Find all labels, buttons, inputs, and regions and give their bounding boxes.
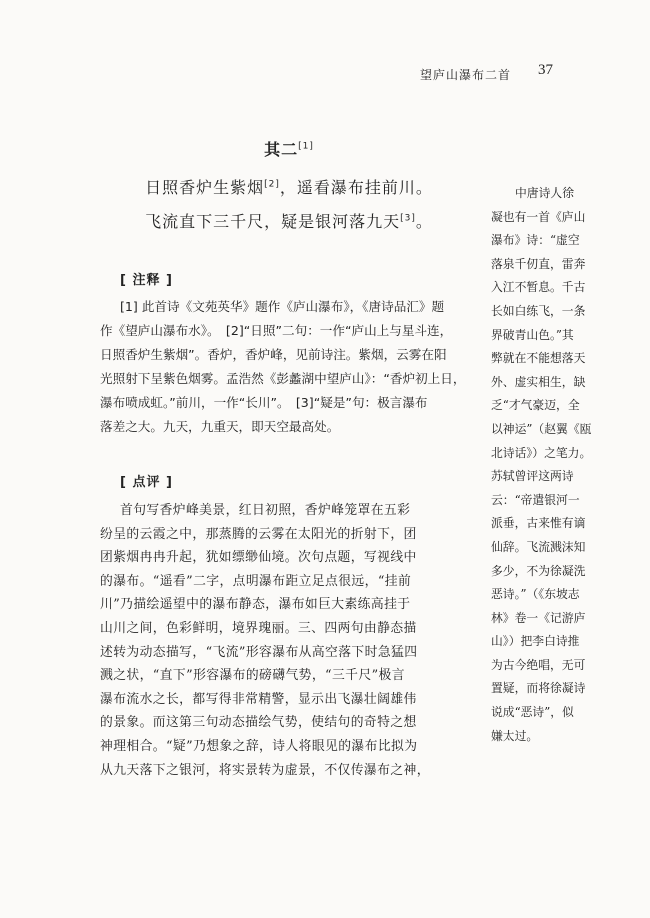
sidebar-line: 以神运”（赵翼《瓯 [491, 421, 592, 436]
sidebar-line: 说成“恶诗”，似 [491, 705, 574, 720]
sidebar-line: 外、虚实相生，缺 [491, 374, 586, 389]
main-column [100, 135, 478, 782]
commentary-line: 川”乃描绘遥望中的瀑布静态，瀑布如巨大素练高挂于 [100, 597, 411, 613]
footnote-ref-3: [3] [400, 213, 416, 224]
sidebar-line: 派垂，古来惟有谪 [491, 516, 586, 531]
footnote-ref-2: [2] [264, 179, 280, 190]
sidebar-line: 长如白练飞，一条 [491, 303, 586, 318]
sidebar-line: 落泉千仞直，雷奔 [491, 256, 586, 271]
poem-line-text: 日照香炉生紫烟 [145, 178, 265, 197]
commentary-line: 溅之状，“直下”形容瀑布的磅礴气势，“三千尺”极言 [100, 668, 405, 684]
commentary-heading: [ 点评 ] [120, 475, 173, 490]
notes-heading: [ 注释 ] [120, 273, 173, 288]
sidebar-line: 山》）把李白诗推 [491, 634, 580, 649]
commentary-line: 山川之间，色彩鲜明，境界瑰丽。三、四两句由静态描 [100, 620, 417, 636]
poem-line-tail: 。 [415, 212, 433, 231]
sidebar-line: 林》卷一《记游庐 [491, 610, 586, 625]
commentary-line: 神理相合。“疑”乃想象之辞，诗人将眼见的瀑布比拟为 [100, 738, 418, 754]
sidebar-line: 仙辞。飞流溅沫知 [491, 539, 586, 554]
sidebar-line: 凝也有一首《庐山 [491, 209, 586, 224]
sidebar-line: 入江不暂息。千古 [491, 280, 586, 295]
sidebar-commentary [491, 182, 631, 748]
note-line: 落差之大。九天，九重天，即天空最高处。 [100, 419, 340, 434]
page-number: 37 [538, 62, 553, 78]
sidebar-line: 为古今绝唱，无可 [491, 657, 586, 672]
footnote-ref-1: [1] [298, 141, 314, 152]
sidebar-line: 瀑布》诗：“虚空 [491, 233, 580, 248]
poem-line-text: 飞流直下三千尺，疑是银河落九天 [145, 212, 401, 231]
notes-section [100, 295, 478, 439]
poem-line [100, 205, 478, 239]
note-line: 瀑布喷成虹。”前川，一作“长川”。 [3]“疑是”句：极言瀑布 [100, 395, 428, 410]
sidebar-line: 界破青山色。”其 [491, 327, 574, 342]
commentary-line: 团紫烟冉冉升起，犹如缥缈仙境。次句点题，写视线中 [100, 550, 417, 566]
commentary-line: 述转为动态描写，“飞流”形容瀑布从高空落下时急猛四 [100, 644, 418, 660]
poem-title-text: 其二 [264, 140, 299, 159]
commentary-line: 首句写香炉峰美景，红日初照，香炉峰笼罩在五彩 [120, 503, 411, 518]
sidebar-line: 乏“才气豪迈，全 [491, 398, 580, 413]
running-title: 望庐山瀑布二首 [420, 68, 512, 82]
commentary-line: 纷呈的云霞之中，那蒸腾的云雾在太阳光的折射下，团 [100, 526, 417, 542]
sidebar-line: 多少，不为徐凝洗 [491, 563, 586, 578]
poem-title [100, 135, 478, 165]
poem-body [100, 171, 478, 239]
note-line: 光照射下呈紫色烟雾。孟浩然《彭蠡湖中望庐山》：“香炉初上日， [100, 371, 466, 386]
commentary-line: 瀑布流水之长，都写得非常精警，显示出飞瀑壮阔雄伟 [100, 691, 417, 707]
sidebar-line: 中唐诗人徐 [515, 186, 574, 200]
note-line: 日照香炉生紫烟”。香炉，香炉峰，见前诗注。紫烟，云雾在阳 [100, 347, 447, 362]
sidebar-line: 嫌太过。 [491, 728, 539, 743]
commentary-line: 的景象。而这第三句动态描绘气势，使结句的奇特之想 [100, 715, 417, 731]
commentary-line: 的瀑布。“遥看”二字，点明瀑布距立足点很远，“挂前 [100, 573, 412, 589]
sidebar-line: 北诗话》）之笔力。 [491, 445, 592, 460]
sidebar-line: 苏轼曾评这两诗 [491, 469, 574, 484]
commentary-line: 从九天落下之银河，将实景转为虚景，不仅传瀑布之神， [100, 762, 430, 778]
sidebar-line: 置疑，而将徐凝诗 [491, 681, 586, 696]
note-line: 作《望庐山瀑布水》。 [2]“日照”二句：一作“庐山上与星斗连， [100, 323, 453, 338]
sidebar-line: 恶诗。”（《东坡志 [491, 587, 580, 602]
commentary-section [100, 499, 478, 782]
poem-line [100, 171, 478, 205]
sidebar-line: 弊就在不能想落天 [491, 351, 586, 366]
note-line: [1] 此首诗《文苑英华》题作《庐山瀑布》，《唐诗品汇》题 [120, 299, 445, 314]
poem-line-tail: ，遥看瀑布挂前川。 [279, 178, 433, 197]
sidebar-line: 云：“帝遣银河一 [491, 492, 580, 507]
page-header [420, 62, 560, 86]
